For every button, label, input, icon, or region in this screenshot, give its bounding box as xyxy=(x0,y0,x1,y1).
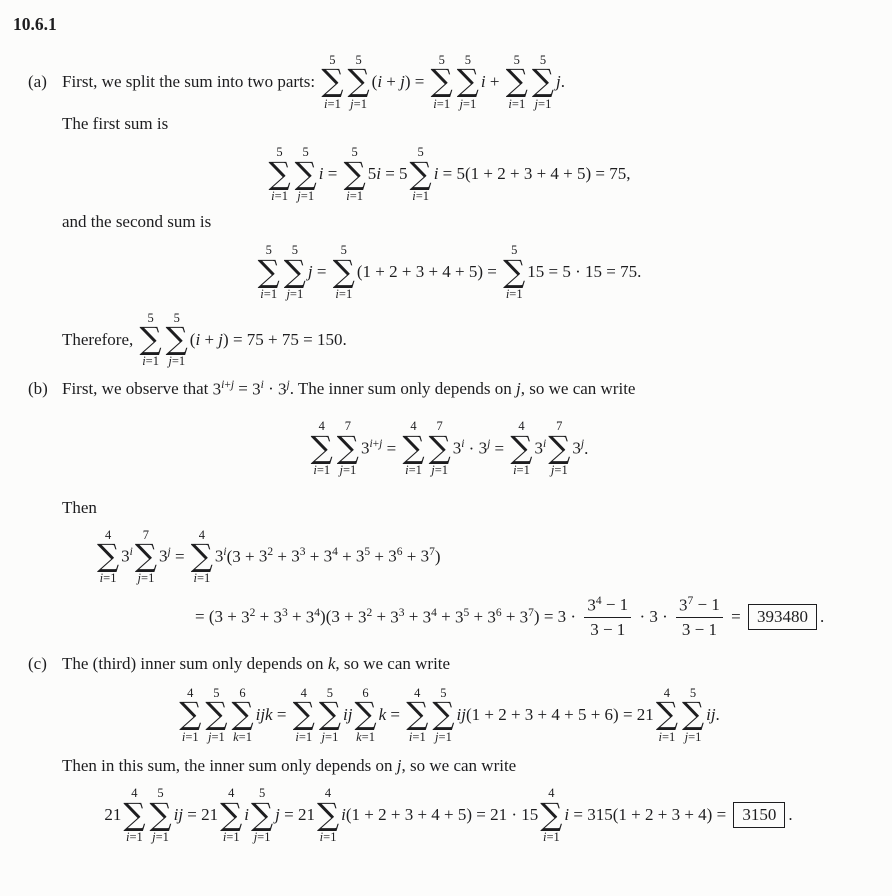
summation-symbol: 4 ∑ i=1 xyxy=(540,786,563,844)
summation-symbol: 6 ∑ k=1 xyxy=(231,685,254,744)
power-expression: 3$^i$ xyxy=(452,438,465,458)
math-text: (1 + 2 + 3 + 4 + 5 + 6) = 21 xyxy=(465,705,654,725)
math-text: . The inner sum only depends on xyxy=(289,379,517,399)
math-variable: j xyxy=(275,805,280,825)
summation-symbol: 4 ∑ i=1 xyxy=(406,685,429,744)
math-variable: i xyxy=(195,329,201,349)
math-text: ) = 75 + 75 = 150. xyxy=(223,329,347,349)
part-b-intro-math xyxy=(62,379,635,400)
part-c-eq1 xyxy=(13,682,884,744)
power-expression: $3^2$ xyxy=(258,546,274,567)
power-expression: $3^{i+j}$ xyxy=(360,438,383,458)
part-a-label: (a) xyxy=(28,72,47,92)
math-variable: j xyxy=(396,756,402,776)
part-a-line-first-sum: The first sum is xyxy=(62,114,169,134)
summation-symbol: 5 ∑ j=1 xyxy=(531,53,555,111)
math-text: . xyxy=(788,805,793,825)
math-text: + xyxy=(501,606,520,626)
math-text: ( xyxy=(189,329,196,349)
math-variable: i xyxy=(433,164,439,184)
math-text: = xyxy=(170,546,189,566)
math-text: · xyxy=(464,438,479,458)
part-a-intro-row xyxy=(13,53,884,111)
fraction xyxy=(584,594,631,640)
math-text: + xyxy=(200,329,219,349)
summation-symbol: 5 ∑ j=1 xyxy=(456,53,479,111)
summation-symbol: 4 ∑ i=1 xyxy=(510,419,533,478)
math-text: . xyxy=(584,438,589,458)
power-expression: $3^5$ xyxy=(454,606,470,627)
power-expression: 3$^i$ xyxy=(214,546,227,567)
part-c-eq1-math xyxy=(177,686,720,744)
boxed-answer: 393480 xyxy=(748,604,817,630)
power-expression: 3$^j$ xyxy=(572,438,585,458)
math-variable: j xyxy=(516,379,521,399)
math-variable: k xyxy=(378,705,387,725)
power-expression: $3^7$ xyxy=(420,546,435,567)
math-text: . xyxy=(819,606,825,626)
fraction xyxy=(676,594,723,640)
part-b-eq2-line1-math xyxy=(95,528,441,586)
summation-symbol: 4 ∑ i=1 xyxy=(179,685,202,744)
math-text: = 21 xyxy=(279,805,315,825)
part-a-intro-math xyxy=(62,53,565,111)
math-text: , so we can write xyxy=(520,379,636,399)
part-a-line-second-sum: and the second sum is xyxy=(62,212,212,232)
math-text: , so we can write xyxy=(335,653,451,673)
part-c-intro-math xyxy=(62,654,450,674)
math-text: + xyxy=(287,606,306,626)
math-text: First, we observe that xyxy=(62,379,213,399)
summation-symbol: 5 ∑ i=1 xyxy=(343,145,366,203)
math-text: ) = xyxy=(404,72,429,92)
math-text: = xyxy=(323,164,342,184)
part-b-label: (b) xyxy=(28,379,48,399)
power-expression: 3$^j$ xyxy=(277,378,290,399)
math-variable: i xyxy=(564,805,570,825)
summation-symbol: 5 ∑ i=1 xyxy=(268,145,291,203)
power-expression: $3^7$ xyxy=(519,606,534,627)
summation-symbol: 5 ∑ i=1 xyxy=(503,243,526,302)
math-text: The (third) inner sum only depends on xyxy=(62,653,328,673)
math-variable: ij xyxy=(173,805,184,825)
math-variable: ij xyxy=(456,705,466,725)
math-text: = xyxy=(234,379,253,399)
math-text: + xyxy=(382,72,401,92)
power-expression: 3$^i$ xyxy=(534,438,547,458)
math-text: 3 − 1 xyxy=(681,619,717,639)
math-variable: i xyxy=(341,805,346,825)
summation-symbol: 7 ∑ j=1 xyxy=(134,527,157,586)
part-c xyxy=(13,654,884,844)
math-text: Therefore, xyxy=(62,329,138,349)
power-expression: $3^2$ xyxy=(241,606,256,627)
math-text: + xyxy=(469,606,488,626)
math-text: + xyxy=(372,606,391,626)
math-text: . xyxy=(715,705,720,725)
part-a-conclusion xyxy=(62,311,347,369)
summation-symbol: 5 ∑ j=1 xyxy=(681,685,705,744)
summation-symbol: 4 ∑ i=1 xyxy=(292,685,315,744)
math-variable: i xyxy=(480,72,486,92)
power-expression: $3^3$ xyxy=(291,546,306,567)
math-variable: i xyxy=(318,164,324,184)
power-expression: $3^6$ xyxy=(388,546,403,567)
part-a-eq2-math xyxy=(256,243,642,301)
summation-symbol: 4 ∑ i=1 xyxy=(190,527,213,586)
power-expression: 3$^j$ xyxy=(158,546,171,567)
math-variable: ij xyxy=(706,705,716,725)
math-text: 15 = 5 · 15 = 75. xyxy=(527,262,642,282)
math-variable: i xyxy=(244,805,250,825)
part-b-eq2-line1 xyxy=(95,524,884,586)
power-expression: 3$^j$ xyxy=(478,438,491,458)
math-variable: j xyxy=(400,72,405,92)
power-expression: $3^4$ xyxy=(422,606,437,627)
power-expression: $3^4$ xyxy=(323,546,338,567)
math-variable: j xyxy=(307,262,313,282)
math-variable: k xyxy=(327,653,336,673)
math-variable: i xyxy=(377,72,383,92)
summation-symbol: 7 ∑ j=1 xyxy=(548,419,571,478)
math-text: + xyxy=(255,606,274,626)
part-a-eq1-math xyxy=(266,145,630,203)
math-text: = xyxy=(272,705,291,725)
math-text: = xyxy=(386,705,405,725)
part-a-eq2 xyxy=(13,239,884,301)
summation-symbol: 5 ∑ j=1 xyxy=(432,685,455,744)
power-expression: $3^4$ xyxy=(305,606,321,627)
summation-symbol: 5 ∑ i=1 xyxy=(332,243,355,302)
math-text: + xyxy=(305,546,324,566)
part-c-eq2-math xyxy=(104,786,792,844)
summation-symbol: 5 ∑ j=1 xyxy=(283,243,306,302)
part-c-line-then xyxy=(62,756,516,776)
summation-symbol: 7 ∑ j=1 xyxy=(336,419,359,478)
summation-symbol: 5 ∑ j=1 xyxy=(251,786,274,844)
summation-symbol: 5 ∑ j=1 xyxy=(149,786,172,844)
summation-symbol: 5 ∑ i=1 xyxy=(139,310,162,369)
summation-symbol: 5 ∑ i=1 xyxy=(505,53,528,111)
summation-symbol: 4 ∑ i=1 xyxy=(97,527,120,586)
math-text: 3 − 1 xyxy=(590,619,626,639)
math-text: 21 xyxy=(104,805,122,825)
math-text: 5 xyxy=(367,164,377,184)
part-a xyxy=(13,53,884,369)
summation-symbol: 4 ∑ i=1 xyxy=(402,419,425,478)
part-c-eq2 xyxy=(13,786,884,844)
part-c-intro-row xyxy=(13,654,884,674)
part-a-eq1 xyxy=(13,141,884,203)
math-text: )(3 + xyxy=(320,606,358,626)
summation-symbol: 7 ∑ j=1 xyxy=(428,419,451,478)
summation-symbol: 4 ∑ i=1 xyxy=(310,419,333,478)
math-variable: j xyxy=(218,329,224,349)
math-variable: j xyxy=(556,72,561,92)
summation-symbol: 5 ∑ i=1 xyxy=(430,53,453,111)
part-b-eq2-line2 xyxy=(195,594,884,640)
boxed-answer: 3150 xyxy=(733,802,785,828)
math-text: Then in this sum, the inner sum only depends on xyxy=(62,756,397,776)
power-expression: $3^6$ xyxy=(487,606,502,627)
math-text: + xyxy=(485,72,504,92)
power-expression: $3^2$ xyxy=(357,606,373,627)
part-c-label: (c) xyxy=(28,653,47,673)
math-text: = xyxy=(382,438,401,458)
math-text: + xyxy=(337,546,356,566)
part-b-eq1 xyxy=(13,415,884,477)
math-text: = xyxy=(726,606,745,626)
summation-symbol: 5 ∑ j=1 xyxy=(294,145,317,203)
math-text: . xyxy=(560,72,565,92)
summation-symbol: 4 ∑ i=1 xyxy=(316,786,340,844)
summation-symbol: 5 ∑ i=1 xyxy=(257,243,280,302)
summation-symbol: 5 ∑ i=1 xyxy=(409,145,432,203)
math-text: ) = 3 · xyxy=(533,606,581,626)
summation-symbol: 5 ∑ j=1 xyxy=(205,685,228,744)
part-b-line-then: Then xyxy=(62,497,97,517)
part-b-intro-row xyxy=(13,379,884,400)
math-text: ( xyxy=(371,72,378,92)
math-text: · 3 · xyxy=(635,606,673,626)
math-text: + xyxy=(436,606,455,626)
summation-symbol: 4 ∑ i=1 xyxy=(123,786,146,844)
math-text: + xyxy=(370,546,389,566)
math-variable: ijk xyxy=(255,705,273,725)
summation-symbol: 5 ∑ i=1 xyxy=(321,53,344,111)
power-expression: 3$^i$ xyxy=(121,546,133,567)
part-b xyxy=(13,379,884,640)
summation-symbol: 5 ∑ j=1 xyxy=(347,53,370,111)
math-text: · xyxy=(263,379,278,399)
math-text: ) xyxy=(434,546,441,566)
power-expression: $3^3$ xyxy=(390,606,405,627)
power-expression: 3$^i$ xyxy=(252,378,264,399)
math-text: = xyxy=(490,438,509,458)
math-text: = xyxy=(312,262,331,282)
power-expression: $3^3$ xyxy=(273,606,288,627)
power-expression: $3^7$ xyxy=(679,594,694,615)
power-expression: $3^{i+j}$ xyxy=(212,378,235,399)
math-text: − 1 xyxy=(601,595,629,615)
summation-symbol: 4 ∑ i=1 xyxy=(220,786,243,844)
math-text: = 5(1 + 2 + 3 + 4 + 5) = 75, xyxy=(438,164,631,184)
math-text: − 1 xyxy=(693,595,720,615)
math-text: + xyxy=(273,546,292,566)
math-text: + xyxy=(402,546,421,566)
math-text: + xyxy=(404,606,423,626)
math-text: = 315(1 + 2 + 3 + 4) = xyxy=(569,805,731,825)
summation-symbol: 4 ∑ i=1 xyxy=(655,685,678,744)
part-b-eq1-math xyxy=(309,419,589,477)
summation-symbol: 6 ∑ k=1 xyxy=(354,685,377,744)
power-expression: $3^4$ xyxy=(587,594,602,615)
math-text: (1 + 2 + 3 + 4 + 5) = xyxy=(356,262,502,282)
summation-symbol: 5 ∑ j=1 xyxy=(165,310,188,369)
math-text: = (3 + xyxy=(195,606,242,626)
problem-number: 10.6.1 xyxy=(13,14,57,34)
math-text: = 5 xyxy=(380,164,408,184)
math-text: = 21 xyxy=(183,805,219,825)
math-text: , so we can write xyxy=(401,756,517,776)
math-text: (1 + 2 + 3 + 4 + 5) = 21 · 15 xyxy=(345,805,539,825)
math-text: First, we split the sum into two parts: xyxy=(62,72,320,92)
part-b-eq2-line2-math xyxy=(195,594,824,640)
math-variable: i xyxy=(376,164,381,184)
summation-symbol: 5 ∑ j=1 xyxy=(318,685,341,744)
math-text: (3 + xyxy=(226,546,259,566)
power-expression: $3^5$ xyxy=(355,546,371,567)
math-variable: ij xyxy=(342,705,353,725)
